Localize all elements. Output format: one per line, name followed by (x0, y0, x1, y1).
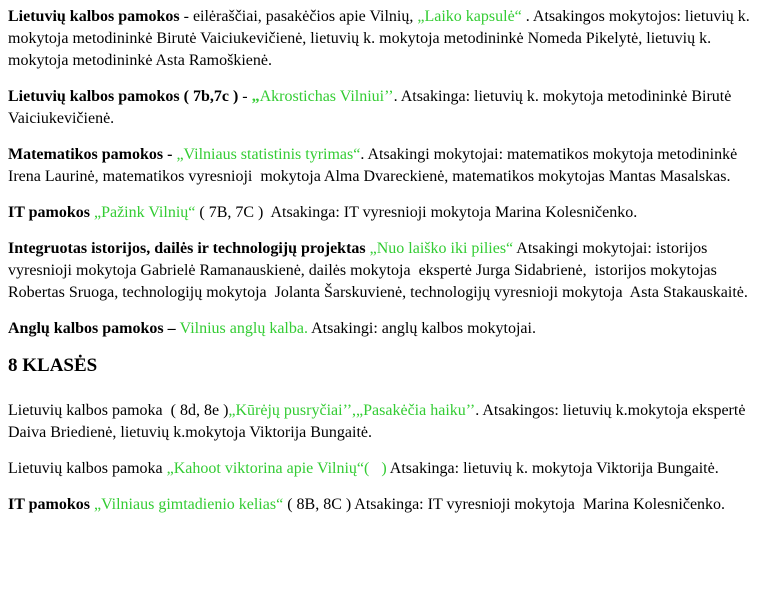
highlighted-text-segment: „ (251, 88, 260, 105)
text-segment: . Atsakingos: lietuvių k.mokytoja ekspertė Daiva Briedienė, lietuvių k.mokytoja Viktorija Bungaitė. (8, 402, 750, 441)
text-segment: ( 8B, 8C ) Atsakinga: IT vyresnioji mokytoja Marina Kolesničenko. (283, 496, 726, 513)
document-paragraph (8, 400, 772, 444)
text-segment: Integruotas istorijos, dailės ir technologijų projektas (8, 240, 370, 257)
highlighted-text-segment: „Vilniaus statistinis tyrimas“ (176, 146, 361, 163)
text-segment: IT pamokos (8, 496, 94, 513)
highlighted-text-segment: „Kahoot viktorina apie Vilnių“( ) (166, 460, 387, 477)
text-segment: Atsakinga: lietuvių k. mokytoja Viktorija Bungaitė. (386, 460, 719, 477)
document-paragraph (8, 202, 772, 224)
document-paragraph (8, 6, 772, 72)
document-paragraph (8, 86, 772, 130)
text-segment: IT pamokos (8, 204, 94, 221)
highlighted-text-segment: Akrostichas Vilniui’’ (259, 88, 394, 105)
text-segment: - (238, 88, 252, 105)
text-segment: . Atsakingos mokytojos: lietuvių k. mokytoja metodininkė Birutė Vaiciukevičienė, lietuvių k. mokytoja metodininkė Nomeda Pikelytė, lietuvių k. mokytoja metodininkė Asta Ramoškienė. (8, 8, 754, 69)
document-paragraph (8, 144, 772, 188)
text-segment: Lietuvių kalbos pamokos ( 7b,7c ) (8, 88, 239, 105)
highlighted-text-segment: „Nuo laiško iki pilies“ (369, 240, 514, 257)
text-segment: Atsakingi: anglų kalbos mokytojai. (307, 320, 536, 337)
highlighted-text-segment: Vilnius anglų kalba. (179, 320, 308, 337)
document-paragraph (8, 458, 772, 480)
text-segment: . Atsakingi mokytojai: matematikos mokytoja metodininkė Irena Laurinė, matematikos vyresnioji mokytoja Alma Dvareckienė, matematikos mokytojas Mantas Masalskas. (8, 146, 742, 185)
highlighted-text-segment: „Laiko kapsulė“ (417, 8, 522, 25)
document-paragraph (8, 238, 772, 304)
highlighted-text-segment: „Kūrėjų pusryčiai’’,„Pasakėčia haiku’’ (228, 402, 476, 419)
text-segment: . Atsakinga: lietuvių k. mokytoja metodininkė Birutė Vaiciukevičienė. (8, 88, 736, 127)
highlighted-text-segment: „Pažink Vilnių“ (93, 204, 196, 221)
document-paragraph (8, 494, 772, 516)
text-segment: Lietuvių kalbos pamoka ( 8d, 8e ) (8, 402, 229, 419)
text-segment: Matematikos pamokos - (8, 146, 177, 163)
highlighted-text-segment: „Vilniaus gimtadienio kelias“ (93, 496, 284, 513)
document-paragraph (8, 318, 772, 340)
text-segment: Anglų kalbos pamokos – (8, 320, 180, 337)
text-segment: Atsakingi mokytojai: istorijos vyresnioji mokytoja Gabrielė Ramanauskienė, dailės mokytoja ekspertė Jurga Sidabrienė, istorijos mokytojas Robertas Sruoga, technologijų mokytoja Jolanta Šarskuvienė, technologijų vyresnioji mokytoja Asta Stakauskaitė. (8, 240, 748, 301)
text-segment: - eilėraščiai, pasakėčios apie Vilnių, (179, 8, 418, 25)
text-segment: Lietuvių kalbos pamokos (8, 8, 180, 25)
text-segment: ( 7B, 7C ) Atsakinga: IT vyresnioji mokytoja Marina Kolesničenko. (195, 204, 638, 221)
section-heading: 8 KLASĖS (8, 355, 98, 376)
text-segment: Lietuvių kalbos pamoka (8, 460, 167, 477)
